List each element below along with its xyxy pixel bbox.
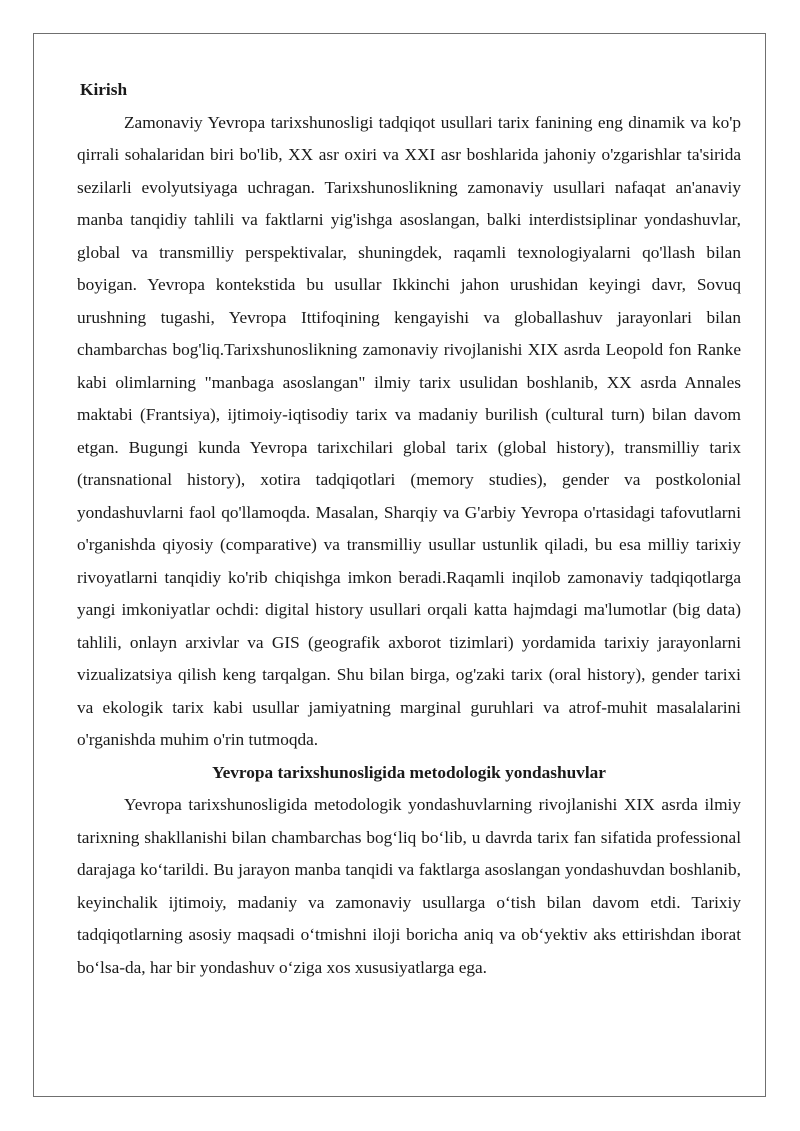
document-body	[77, 74, 741, 984]
section-paragraph-methodology: Yevropa tarixshunosligida metodologik yondashuvlarning rivojlanishi XIX asrda ilmiy tarixning shakllanishi bilan chambarchas bog‘liq bo‘lib, u davrda tarix fan sifatida professional darajaga ko‘tarildi. Bu jarayon manba tanqidi va faktlarga asoslangan yondashuvdan boshlanib, keyinchalik ijtimoiy, madaniy va zamonaviy usullarga o‘tish bilan davom etdi. Tarixiy tadqiqotlarning asosiy maqsadi o‘tmishni iloji boricha aniq va ob‘yektiv aks ettirishdan iborat bo‘lsa-da, har bir yondashuv o‘ziga xos xususiyatlarga ega.	[77, 795, 741, 977]
section-heading-kirish: Kirish	[80, 80, 128, 99]
section-paragraph-kirish: Zamonaviy Yevropa tarixshunosligi tadqiqot usullari tarix fanining eng dinamik va ko'p qirrali sohalaridan biri bo'lib, XX asr oxiri va XXI asr boshlarida jahoniy o'zgarishlar ta'sirida sezilarli evolyutsiyaga uchragan. Tarixshunoslikning zamonaviy usullari nafaqat an'anaviy manba tanqidiy tahlili va faktlarni yig'ishga asoslangan, balki interdistsiplinar yondashuvlar, global va transmilliy perspektivalar, shuningdek, raqamli texnologiyalarni qo'llash bilan boyigan. Yevropa kontekstida bu usullar Ikkinchi jahon urushidan keyingi davr, Sovuq urushning tugashi, Yevropa Ittifoqining kengayishi va globallashuv jarayonlari bilan chambarchas bog'liq.Tarixshunoslikning zamonaviy rivojlanishi XIX asrda Leopold fon Ranke kabi olimlarning "manbaga asoslangan" ilmiy tarix usulidan boshlanib, XX asrda Annales maktabi (Frantsiya), ijtimoiy-iqtisodiy tarix va madaniy burilish (cultural turn) bilan davom etgan. Bugungi kunda Yevropa tarixchilari global tarix (global history), transmilliy tarix (transnational history), xotira tadqiqotlari (memory studies), gender va postkolonial yondashuvlarni faol qo'llamoqda. Masalan, Sharqiy va G'arbiy Yevropa o'rtasidagi tafovutlarni o'rganishda qiyosiy (comparative) va transmilliy usullar ustunlik qiladi, bu esa milliy tarixiy rivoyatlarni tanqidiy ko'rib chiqishga imkon beradi.Raqamli inqilob zamonaviy tadqiqotlarga yangi imkoniyatlar ochdi: digital history usullari orqali katta hajmdagi ma'lumotlar (big data) tahlili, onlayn arxivlar va GIS (geografik axborot tizimlari) yordamida tarixiy jarayonlarni vizualizatsiya qilish keng tarqalgan. Shu bilan birga, og'zaki tarix (oral history), gender tarixi va ekologik tarix kabi usullar jamiyatning marginal guruhlari va atrof-muhit masalalarini o'rganishda muhim o'rin tutmoqda.	[77, 112, 741, 749]
section-heading-methodology: Yevropa tarixshunosligida metodologik yondashuvlar	[212, 762, 606, 782]
